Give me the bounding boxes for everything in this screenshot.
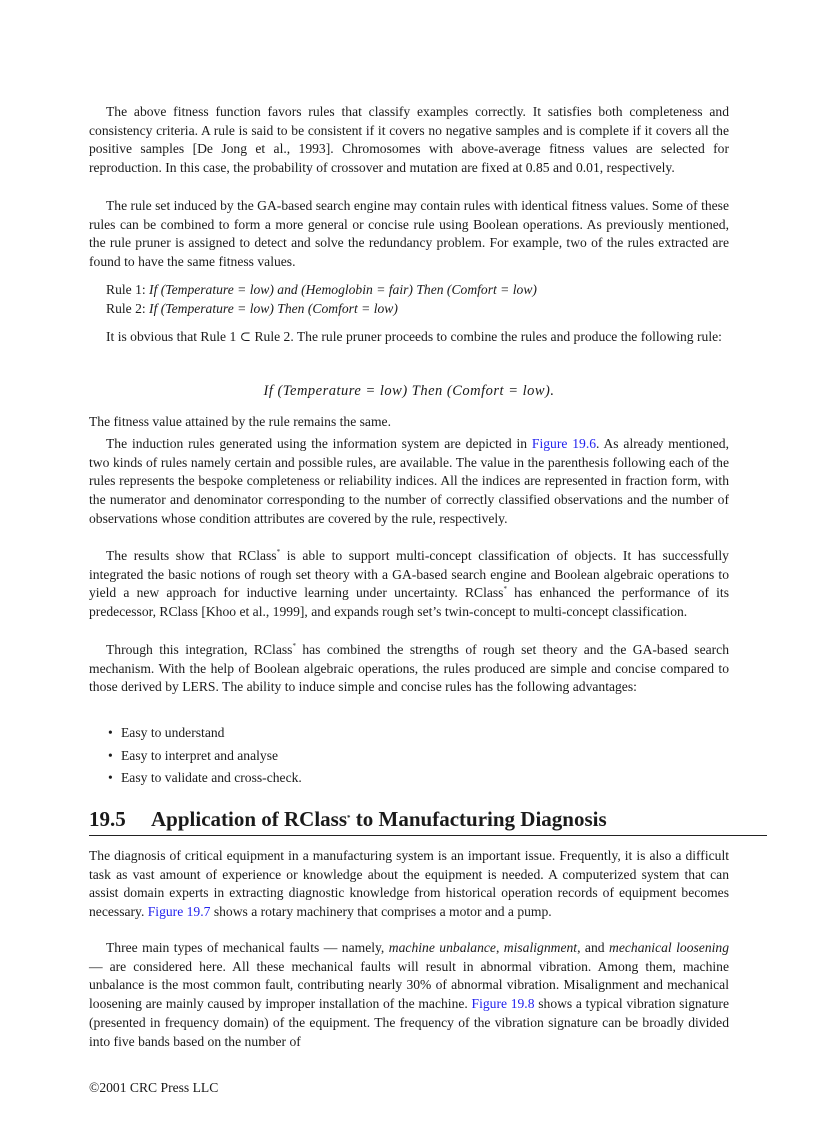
list-item-text: Easy to interpret and analyse: [121, 747, 279, 763]
list-item-text: Easy to validate and cross-check.: [121, 770, 302, 785]
text: , and: [577, 940, 610, 955]
text: The results show that RClass: [106, 548, 277, 563]
text: is able to support multi-concept classification of objects. It has successfully integrated the basic notions of rough set theory with a GA-based search engine and Boolean algebraic operations to yield a new approach for inductive learning under uncertainty. RClass: [89, 548, 729, 601]
list-item: [108, 722, 729, 745]
text: ,: [495, 940, 504, 955]
advantages-list: [89, 722, 729, 790]
paragraph-rule-set: The rule set induced by the GA-based search engine may contain rules with identical fitness values. Some of these rules can be combined to form a more general or concise rule using Boolean operations. As previously mentioned, the rule pruner is assigned to detect and solve the redundancy problem. For example, two of the rules extracted are found to have the same fitness values.: [89, 198, 729, 270]
section-number: 19.5: [89, 807, 126, 831]
text: . As already mentioned, two kinds of rules namely certain and possible rules, are available. The value in the parenthesis following each of the rules represents the bespoke completeness or reliability indices. All the indices are represented in fraction form, with the numerator and denominator corresponding to the number of correctly classified observations and the number of observations whose condition attributes are covered by the rule, respectively.: [89, 436, 730, 526]
bullet-icon: •: [108, 770, 113, 785]
list-item: [108, 745, 729, 768]
text: The diagnosis of critical equipment in a manufacturing system is an important issue. Frequently, it is also a difficult task as vast amount of experience or knowledge about the equipment is needed. A computerized system that can assist domain experts in extracting diagnostic knowledge from historical operation records of equipment becomes necessary.: [89, 848, 729, 920]
text: — are considered here. All these mechanical faults will result in abnormal vibration. Among them, machine unbalance is the most common fault, contributing nearly 30% of abnormal vibration. Misalignment and mechanical loosening are mainly caused by improper installation of the machine.: [89, 958, 729, 1012]
formula: If (Temperature = low) Then (Comfort = low).: [263, 383, 555, 399]
paragraph-results: [89, 547, 729, 622]
emphasis: machine unbalance: [388, 940, 496, 955]
paragraph-fitness-function: The above fitness function favors rules that classify examples correctly. It satisfies both completeness and consistency criteria. A rule is said to be consistent if it covers no negative samples and is complete if it covers all the positive samples [De Jong et al., 1993]. Chromosomes with above-average fitness values are selected for reproduction. In this case, the probability of crossover and mutation are fixed at 0.85 and 0.01, respectively.: [89, 104, 729, 176]
rule-2: [106, 300, 746, 319]
superscript: *: [292, 642, 296, 650]
bullet-icon: •: [108, 725, 113, 740]
superscript: *: [276, 548, 281, 556]
figure-19-8-link[interactable]: Figure 19.8: [471, 996, 535, 1012]
rule-text: If (Temperature = low) Then (Comfort = low): [149, 300, 398, 316]
paragraph-integration: [89, 641, 729, 697]
section-title: to Manufacturing Diagnosis: [350, 807, 607, 831]
paragraph-mechanical-faults: [89, 939, 729, 1051]
paragraph-diagnosis: [89, 847, 729, 922]
bullet-icon: •: [108, 747, 113, 763]
rule-label: Rule 1:: [106, 282, 150, 297]
list-item: [108, 767, 729, 790]
text: has combined the strengths of rough set theory and the GA-based search mechanism. With the help of Boolean algebraic operations, the rules produced are simple and concise compared to those derived by LERS. The ability to induce simple and concise rules has the following advantages:: [89, 642, 729, 695]
paragraph-fitness-same: The fitness value attained by the rule remains the same.: [89, 414, 391, 429]
paragraph-induction-rules: [89, 435, 729, 529]
text: Three main types of mechanical faults — namely,: [106, 940, 389, 955]
list-item-text: Easy to understand: [121, 725, 225, 740]
rule-list: [89, 281, 746, 318]
rule-label: Rule 2:: [106, 300, 150, 316]
figure-19-6-link[interactable]: Figure 19.6: [531, 436, 597, 451]
text: Through this integration, RClass: [106, 642, 293, 657]
superscript: *: [503, 585, 507, 594]
figure-19-7-link[interactable]: Figure 19.7: [147, 904, 211, 920]
rule-text: If (Temperature = low) and (Hemoglobin = fair) Then (Comfort = low): [149, 282, 537, 297]
heading-rule-divider: [89, 835, 767, 836]
section-title: Application of RClass: [151, 807, 348, 831]
text: shows a rotary machinery that comprises a motor and a pump.: [210, 904, 552, 920]
copyright-footer: ©2001 CRC Press LLC: [89, 1080, 219, 1095]
rule-1: [106, 281, 746, 300]
text: The induction rules generated using the information system are depicted in: [106, 436, 532, 451]
superscript: *: [347, 814, 351, 822]
paragraph-obvious: It is obvious that Rule 1 ⊂ Rule 2. The rule pruner proceeds to combine the rules and produce the following rule:: [106, 329, 722, 344]
text: shows a typical vibration signature (presented in frequency domain) of the equipment. The frequency of the vibration signature can be broadly divided into five bands based on the number of: [89, 996, 729, 1049]
emphasis: mechanical loosening: [609, 940, 729, 955]
text: has enhanced the performance of its predecessor, RClass [Khoo et al., 1999], and expands rough set’s twin-concept to multi-concept classification.: [89, 585, 730, 620]
section-heading: [89, 805, 607, 833]
emphasis: misalignment: [503, 940, 578, 955]
